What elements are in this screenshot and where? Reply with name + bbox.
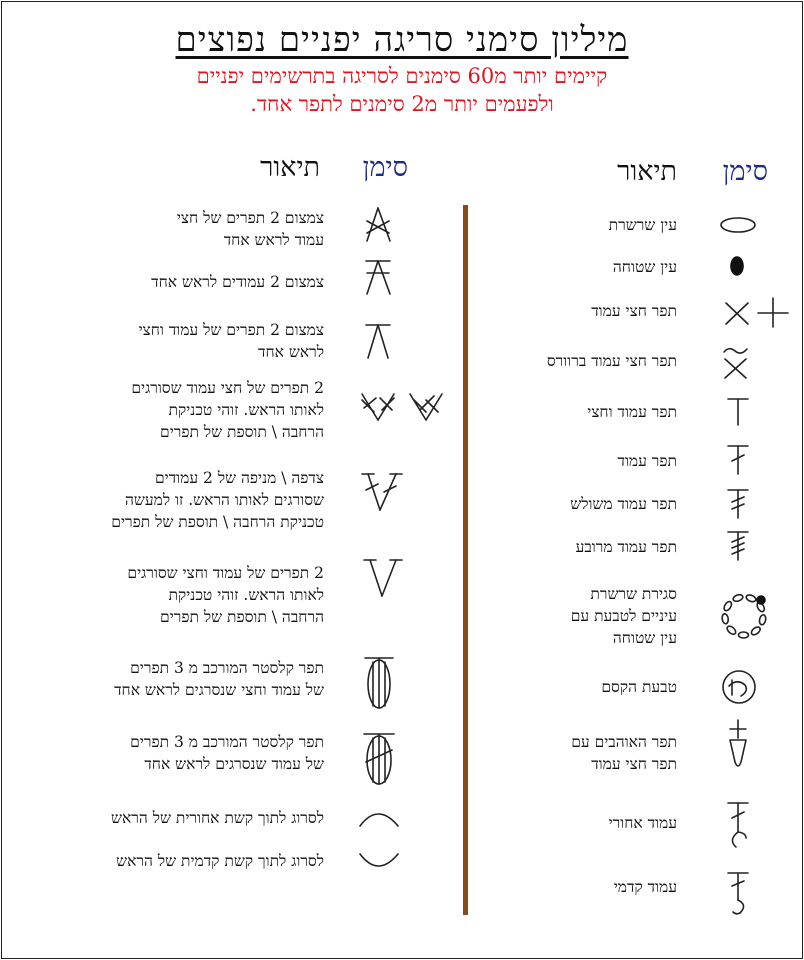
reverse-single-crochet-icon [720, 344, 756, 382]
chain-ring-bead [759, 614, 767, 625]
chain-ring-bead [732, 594, 743, 603]
hdc-cluster-icon [362, 654, 398, 712]
front-post-double-crochet-icon [724, 870, 754, 916]
left-desc-5: צדפה \ מניפה של 2 עמודים שסורגים לאותו הראש. זו למעשה טכניקת הרחבה \ תוספת של תפרים [111, 469, 324, 531]
dc-cluster-icon [360, 730, 400, 788]
treble-crochet-icon [724, 487, 754, 521]
hdc2tog-icon [362, 322, 398, 362]
hdc-increase-icon [360, 556, 410, 602]
left-desc-10: לסרוג לתוך קשת קדמית של הראש [116, 852, 324, 870]
right-desc-3: תפר חצי עמוד [591, 302, 677, 320]
right-desc-9: סגירת שרשרת עיניים לטבעת עם עין שטוחה [570, 585, 677, 647]
subtitle-line-2: ולפעמים יותר מ2 סימנים לתפר אחד. [250, 92, 554, 116]
column-divider [463, 205, 468, 915]
chain-ring-bead [726, 625, 737, 636]
chain-ring-bead [722, 613, 729, 624]
right-desc-1: עין שרשרת [608, 216, 677, 234]
chain-stitch-oval-icon [720, 213, 760, 237]
double-treble-crochet-icon [724, 529, 754, 563]
subtitle-line-1: קיימים יותר מ60 סימנים לסריגה בתרשימים יפניים [196, 64, 608, 88]
left-desc-7: תפר קלסטר המורכב מ 3 תפרים של עמוד וחצי שנסרגים לראש אחד [114, 659, 324, 699]
half-double-crochet-icon [724, 396, 754, 428]
left-desc-2: צמצום 2 עמודים לראש אחד [151, 273, 324, 291]
right-desc-6: תפר עמוד [617, 452, 677, 470]
right-symbol-header: סימן [722, 156, 768, 187]
left-description-header: תיאור [260, 152, 320, 183]
right-desc-8: תפר עמוד מרובע [575, 538, 677, 556]
double-crochet-icon [724, 443, 754, 477]
chain-ring-bead [723, 600, 733, 612]
right-desc-13: עמוד קדמי [613, 878, 677, 896]
left-desc-9: לסרוג לתוך קשת אחורית של הראש [110, 809, 324, 827]
slip-stitch-dot-icon [724, 252, 754, 282]
chain-ring-bead [750, 625, 762, 636]
right-desc-7: תפר עמוד משולש [570, 495, 677, 513]
right-description-header: תיאור [617, 156, 677, 187]
dc-increase-icon [356, 470, 408, 516]
right-desc-12: עמוד אחורי [608, 814, 677, 832]
left-symbol-header: סימן [362, 152, 408, 183]
back-loop-icon [356, 806, 404, 832]
left-desc-3: צמצום 2 תפרים של עמוד וחצי לראש אחד [138, 321, 324, 361]
sc-increase-icon [356, 388, 452, 428]
chain-ring-bead [738, 632, 748, 638]
back-post-double-crochet-icon [724, 800, 754, 850]
right-desc-5: תפר עמוד וחצי [587, 403, 677, 421]
chain-ring-bead [745, 594, 757, 603]
left-desc-8: תפר קלסטר המורכב מ 3 תפרים של עמוד שנסרגים לראש אחד [130, 733, 324, 773]
front-loop-icon [356, 848, 404, 874]
left-desc-4: 2 תפרים של חצי עמוד שסורגים לאותו הראש. זוהי טכניקת הרחבה \ תוספת של תפרים [131, 379, 324, 441]
picot-stitch-icon [724, 718, 756, 774]
right-desc-4: תפר חצי עמוד ברוורס [546, 352, 677, 370]
sc2tog-icon [362, 205, 398, 245]
right-desc-11: תפר האוהבים עם תפר חצי עמוד [571, 733, 677, 773]
single-crochet-x-plus-icon [722, 296, 792, 330]
right-desc-10: טבעת הקסם [601, 678, 677, 696]
magic-ring-icon [721, 668, 761, 708]
page-title: מיליון סימני סריגה יפניים נפוצים [175, 20, 629, 60]
chain-ring-icon [718, 587, 774, 643]
right-desc-2: עין שטוחה [612, 258, 677, 276]
left-desc-6: 2 תפרים של עמוד וחצי שסורגים לאותו הראש. זוהי טכניקת הרחבה \ תוספת של תפרים [127, 564, 324, 626]
dc2tog-icon [362, 258, 398, 298]
left-desc-1: צמצום 2 תפרים של חצי עמוד לראש אחד [176, 209, 324, 249]
